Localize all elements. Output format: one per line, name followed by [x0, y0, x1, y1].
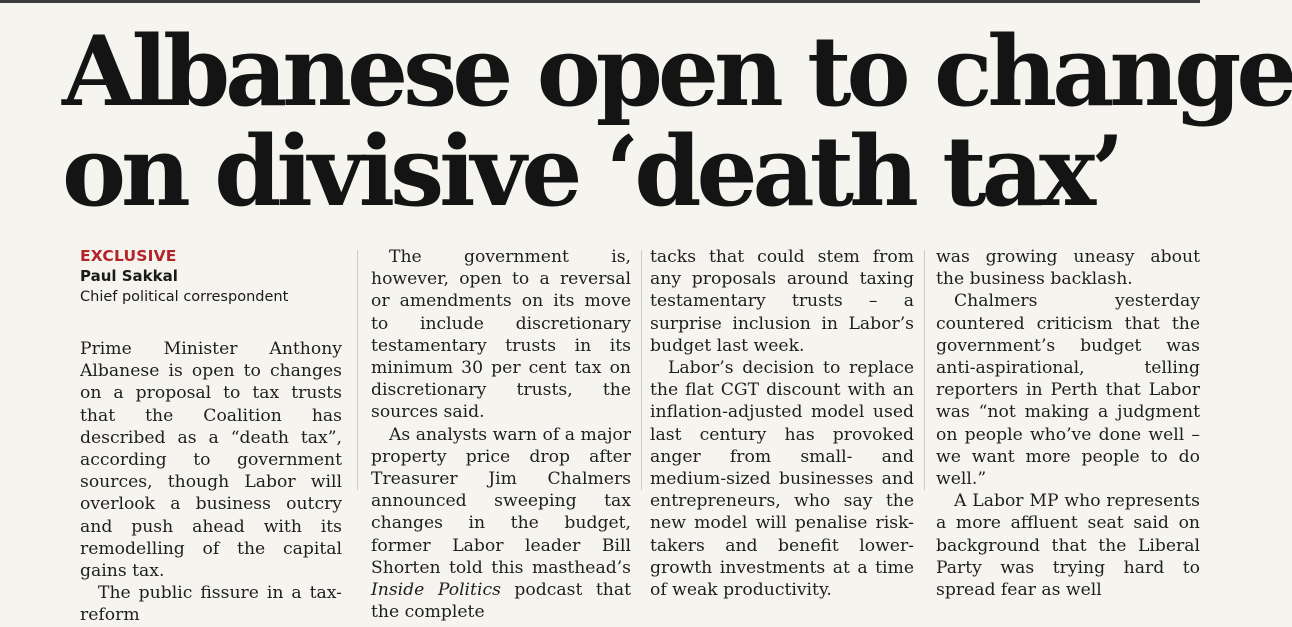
top-rule — [0, 0, 1200, 3]
column-2 — [371, 246, 631, 623]
headline-line-2: on divisive ‘death tax’ — [62, 115, 1120, 228]
body-paragraph: A Labor MP who represents a more affluent seat said on background that the Liberal Party was trying hard to spread fear as well — [936, 491, 1200, 601]
podcast-title: Inside Politics — [371, 580, 501, 601]
paragraph-text: podcast that the complete — [371, 580, 632, 623]
headline — [62, 15, 1292, 228]
body-paragraph — [371, 424, 631, 624]
author-role: Chief political correspondent — [80, 289, 289, 305]
column-1 — [80, 247, 342, 627]
body-paragraph: The government is, however, open to a reversal or amendments on its move to include discretionary testamentary trusts in its minimum 30 per cent tax on discretionary trusts, the sources said. — [371, 247, 631, 423]
column-4 — [936, 246, 1200, 601]
column-divider — [641, 250, 642, 490]
body-paragraph: Labor’s decision to replace the flat CGT discount with an inflation-adjusted model used last century has provoked anger from small- and medium-sized businesses and entrepreneurs, who say the new model will penalise risk-takers and benefit lower-growth investments at a time of weak productivity. — [650, 358, 914, 601]
exclusive-kicker: EXCLUSIVE — [80, 247, 177, 265]
headline-line-1: Albanese open to change — [62, 15, 1292, 128]
column-divider — [924, 250, 925, 490]
body-paragraph: was growing uneasy about the business backlash. — [936, 247, 1200, 290]
author-name: Paul Sakkal — [80, 267, 178, 285]
paragraph-text: As analysts warn of a major property price drop after Treasurer Jim Chalmers announced sweeping tax changes in the budget, former Labor leader Bill Shorten told this masthead’s — [371, 424, 631, 578]
body-paragraph: Prime Minister Anthony Albanese is open to changes on a proposal to tax trusts that the Coalition has described as a “death tax”, according to government sources, though Labor will overlook a business outcry and push ahead with its remodelling of the capital gains tax. — [80, 339, 342, 582]
body-paragraph: Chalmers yesterday countered criticism that the government’s budget was anti-aspirational, telling reporters in Perth that Labor was “not making a judgment on people who’ve done well – we want more people to do well.” — [936, 291, 1200, 490]
column-divider — [357, 250, 358, 490]
byline-block — [80, 247, 342, 308]
body-paragraph: tacks that could stem from any proposals around taxing testamentary trusts – a surprise inclusion in Labor’s budget last week. — [650, 247, 914, 356]
column-3 — [650, 246, 914, 601]
body-paragraph: The public fissure in a tax-reform — [80, 583, 342, 626]
